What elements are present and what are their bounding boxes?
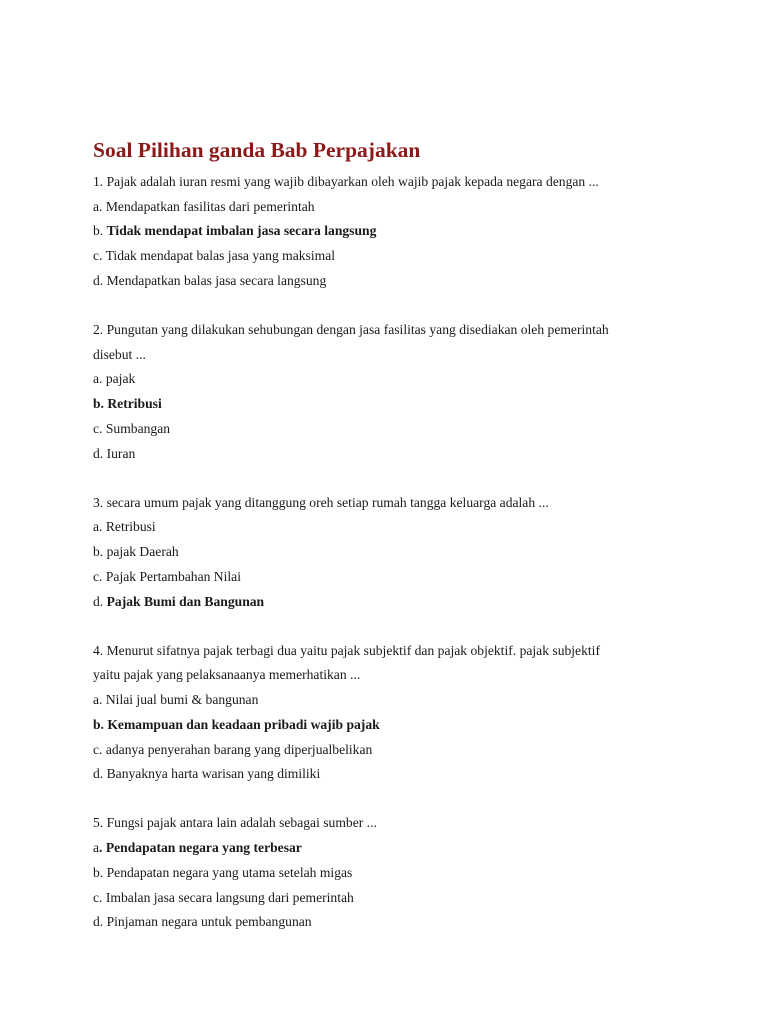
document-page bbox=[93, 137, 733, 959]
question-text: 5. Fungsi pajak antara lain adalah sebagai sumber ... bbox=[93, 815, 377, 831]
option-c: c. Imbalan jasa secara langsung dari pemerintah bbox=[93, 889, 354, 905]
option-d: d. Banyaknya harta warisan yang dimiliki bbox=[93, 766, 321, 782]
option-a: a. pajak bbox=[93, 371, 136, 387]
option-d: d. Pinjaman negara untuk pembangunan bbox=[93, 914, 312, 930]
question-2 bbox=[93, 318, 733, 466]
option-a: a. Nilai jual bumi & bangunan bbox=[93, 692, 259, 708]
option-d-answer: d. Pajak Bumi dan Bangunan bbox=[93, 593, 265, 609]
question-text: 1. Pajak adalah iuran resmi yang wajib dibayarkan oleh wajib pajak kepada negara dengan ... bbox=[93, 174, 599, 189]
option-a: a. Mendapatkan fasilitas dari pemerintah bbox=[93, 198, 315, 214]
option-c: c. adanya penyerahan barang yang diperjualbelikan bbox=[93, 741, 373, 757]
option-c: c. Sumbangan bbox=[93, 420, 171, 436]
question-text: 4. Menurut sifatnya pajak terbagi dua yaitu pajak subjektif dan pajak objektif. pajak subjektif bbox=[93, 642, 600, 658]
option-d: d. Mendapatkan balas jasa secara langsung bbox=[93, 272, 327, 288]
option-d: d. Iuran bbox=[93, 445, 136, 461]
option-a-answer: a. Pendapatan negara yang terbesar bbox=[93, 840, 302, 856]
option-b: b. pajak Daerah bbox=[93, 544, 179, 560]
question-3 bbox=[93, 491, 733, 615]
option-b-answer: b. Kemampuan dan keadaan pribadi wajib pajak bbox=[93, 716, 380, 732]
option-b-answer: b. Retribusi bbox=[93, 396, 162, 412]
question-text-continued: disebut ... bbox=[93, 346, 146, 362]
question-text: 2. Pungutan yang dilakukan sehubungan dengan jasa fasilitas yang disediakan oleh pemerintah bbox=[93, 322, 609, 338]
option-b: b. Pendapatan negara yang utama setelah migas bbox=[93, 864, 353, 880]
option-b-answer: b. Tidak mendapat imbalan jasa secara langsung bbox=[93, 223, 377, 239]
question-1 bbox=[93, 170, 733, 294]
question-text: 3. secara umum pajak yang ditanggung oreh setiap rumah tangga keluarga adalah ... bbox=[93, 494, 549, 510]
option-c: c. Pajak Pertambahan Nilai bbox=[93, 568, 241, 584]
option-c: c. Tidak mendapat balas jasa yang maksimal bbox=[93, 248, 336, 264]
question-5 bbox=[93, 811, 733, 935]
option-a: a. Retribusi bbox=[93, 519, 156, 535]
question-4 bbox=[93, 639, 733, 787]
document-title: Soal Pilihan ganda Bab Perpajakan bbox=[93, 138, 421, 162]
question-text-continued: yaitu pajak yang pelaksanaanya memerhatikan ... bbox=[93, 667, 361, 683]
